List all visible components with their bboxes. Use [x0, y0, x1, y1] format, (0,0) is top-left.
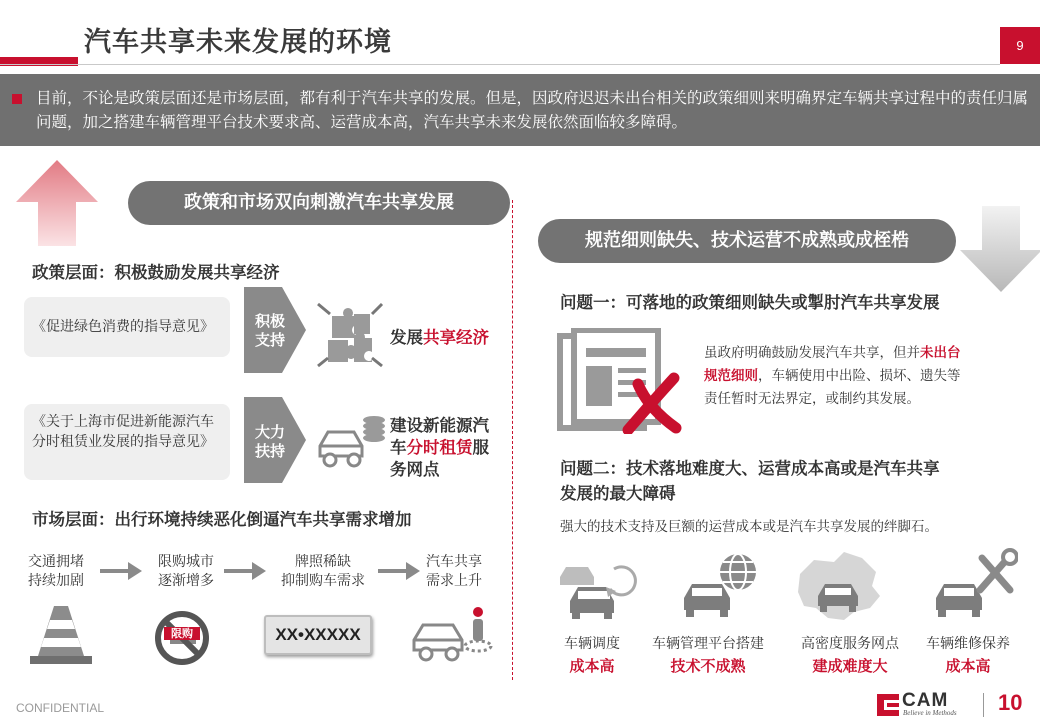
car-repair-icon — [932, 548, 1018, 620]
policy-action — [248, 312, 292, 350]
section-divider — [512, 200, 513, 680]
market-flow-step — [146, 553, 226, 591]
policy-result-highlight: 分时租赁 — [406, 438, 473, 457]
policy-result-line2 — [390, 437, 489, 459]
policy-result-line2-plain: 车 — [390, 438, 407, 457]
right-section-pill: 规范细则缺失、技术运营不成熟或成桎梏 — [538, 219, 956, 263]
problem-two-description: 强大的技术支持及巨额的运营成本或是汽车共享发展的绊脚石。 — [560, 519, 938, 535]
desc-plain: ，车辆使用中出险、损坏、遗失等 — [758, 368, 961, 384]
flow-step-line1: 交通拥堵 — [28, 554, 84, 570]
problem-two-heading — [560, 456, 940, 506]
cost-item-status: 建成难度大 — [812, 657, 888, 675]
policy-heading: 政策层面：积极鼓励发展共享经济 — [32, 263, 280, 282]
flow-arrow-icon — [100, 560, 144, 582]
china-map-car-icon — [790, 550, 886, 622]
no-buy-label: 限购 — [164, 627, 200, 640]
traffic-cone-icon — [28, 604, 94, 666]
footer-separator — [983, 693, 984, 717]
car-coins-icon — [314, 412, 390, 472]
flow-step-line1: 限购城市 — [158, 554, 214, 570]
policy-action-line1: 积极 — [254, 312, 285, 330]
intro-banner — [0, 74, 1040, 146]
car-person-icon — [410, 604, 494, 664]
policy-document-title: 《关于上海市促进新能源汽车分时租赁业发展的指导意见》 — [32, 414, 214, 450]
car-dispatch-icon — [556, 555, 638, 621]
market-flow-step — [414, 553, 494, 591]
policy-document-box — [24, 297, 230, 357]
left-section-pill: 政策和市场双向刺激汽车共享发展 — [128, 181, 510, 225]
policy-result-highlight: 共享经济 — [423, 328, 489, 347]
problem-one-heading: 问题一：可落地的政策细则缺失或掣肘汽车共享发展 — [560, 293, 940, 312]
cam-logo-text: CAM — [902, 690, 949, 711]
market-heading: 市场层面：出行环境持续恶化倒逼汽车共享需求增加 — [32, 510, 412, 529]
market-flow-step — [268, 553, 378, 591]
down-arrow-icon — [960, 206, 1040, 292]
policy-action-line1: 大力 — [254, 423, 285, 441]
cost-item-label: 车辆管理平台搭建 — [652, 636, 764, 652]
flow-arrow-icon — [224, 560, 268, 582]
cam-logo-tagline: Believe in Methods — [903, 709, 957, 717]
desc-plain: 虽政府明确鼓励发展汽车共享，但并 — [704, 345, 920, 361]
cost-item-status: 技术不成熟 — [670, 657, 746, 675]
cost-item-label: 车辆维修保养 — [926, 636, 1010, 652]
policy-result-line2-end: 服 — [472, 438, 489, 457]
policy-result-line1: 建设新能源汽 — [390, 416, 489, 435]
document-cross-icon — [556, 328, 686, 434]
flow-step-line1: 牌照稀缺 — [295, 554, 351, 570]
cost-item-status: 成本高 — [945, 657, 991, 675]
intro-text: 目前，不论是政策层面还是市场层面，都有利于汽车共享的发展。但是，因政府迟迟未出台相关的政策细则来明确界定车辆共享过程中的责任归属问题，加之搭建车辆管理平台技术要求高、运营成本高，汽车共享未来发展依然面临较多障碍。 — [36, 89, 1029, 131]
no-buy-sign — [154, 610, 210, 666]
flow-step-line2: 抑制购车需求 — [281, 573, 365, 589]
policy-document-title: 《促进绿色消费的指导意见》 — [32, 319, 214, 335]
flow-step-line1: 汽车共享 — [426, 554, 482, 570]
policy-action-line2: 支持 — [254, 331, 285, 349]
cam-logo-icon — [877, 694, 899, 716]
license-plate: XX•XXXXX — [264, 615, 372, 655]
flow-step-line2: 持续加剧 — [28, 573, 84, 589]
cost-item-label: 高密度服务网点 — [801, 636, 899, 652]
policy-document-box — [24, 404, 230, 480]
policy-result-1 — [390, 327, 489, 349]
up-arrow-icon — [16, 160, 98, 246]
desc-highlight: 规范细则 — [704, 368, 758, 384]
page-number: 9 — [1000, 27, 1040, 64]
desc-highlight: 未出台 — [920, 345, 961, 361]
confidential-label: CONFIDENTIAL — [16, 701, 105, 715]
car-platform-icon — [678, 550, 762, 620]
bullet-square-icon — [12, 94, 22, 104]
policy-result-line3: 务网点 — [390, 460, 440, 479]
policy-action-line2: 扶持 — [254, 442, 285, 460]
title-underline — [0, 64, 1000, 65]
problem-one-desc-line3: 责任暂时无法界定，或制约其发展。 — [704, 391, 920, 407]
cost-item-label: 车辆调度 — [564, 636, 620, 652]
problem-one-description — [704, 342, 1020, 411]
flow-step-line2: 逐渐增多 — [158, 573, 214, 589]
problem-two-line1: 问题二：技术落地难度大、运营成本高或是汽车共享 — [560, 459, 940, 478]
policy-result-2 — [390, 415, 489, 481]
policy-action — [248, 423, 292, 461]
flow-step-line2: 需求上升 — [426, 573, 482, 589]
policy-result-plain: 发展 — [390, 328, 423, 347]
anniversary-badge: 10 — [998, 690, 1023, 715]
problem-one-desc-line2 — [704, 365, 1020, 388]
cost-item-status: 成本高 — [569, 657, 615, 675]
puzzle-pieces-icon — [314, 300, 386, 370]
problem-one-desc-line1 — [704, 342, 1020, 365]
page-title: 汽车共享未来发展的环境 — [84, 27, 392, 58]
market-flow-step — [16, 553, 96, 591]
problem-two-line2: 发展的最大障碍 — [560, 484, 676, 503]
